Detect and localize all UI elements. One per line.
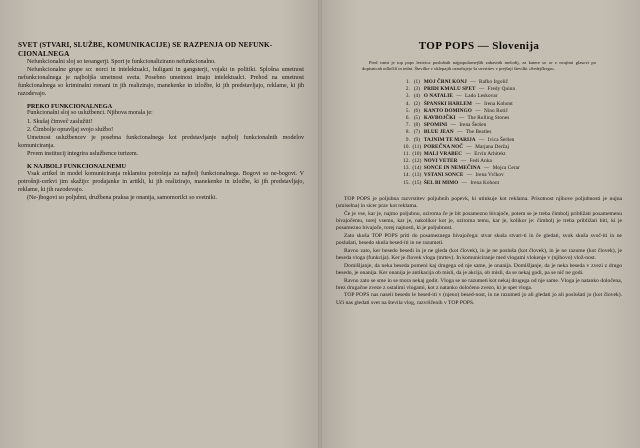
paragraph: (Ne-)bogovi so poljubni, družbena praksa je onanija, samomorilci so svetniki. <box>27 194 217 201</box>
entry-separator: — <box>450 122 456 129</box>
paragraph: Zato skuša TOP POPS priti do posameznega bivajočega: stvar skuša stvari-ti in če gledati, svok skuša svoč-iti in ne poslušati, besedo skuša besed-iti in ne razumeti. <box>336 232 622 247</box>
article-body <box>336 196 622 308</box>
entry-prev-rank: (4) <box>413 93 421 100</box>
entry-prev-rank: (1) <box>413 79 421 86</box>
entry-artist: Lado Leskovar <box>465 93 498 100</box>
paragraph: Nefunkcionalne grupe so: norci in intelektualci, huligani in gangsterji, vojaki in politiki. Splošna umetnost nefunkcionalnega je najboljša umetnost sveta. Posebno umetnost imajo intelektualci. Prehod na umetnost funkcionalnega so kriminalni romani in jih realizirajo, manekenke in izložbe, ki jih predstavljajo, reklame, ki jih razodevajo. <box>18 67 304 97</box>
entry-rank: 5. <box>405 107 410 114</box>
entry-rank: 3. <box>405 93 410 100</box>
right-page <box>320 0 640 448</box>
entry-artist: Ervin Arhitekt <box>474 150 506 157</box>
entry-separator: — <box>461 179 468 186</box>
entry-artist: Fedi Anka <box>469 158 492 165</box>
paragraph: Prvem institucij integrira uslužbence turizem. <box>27 151 139 158</box>
entry-separator: — <box>460 158 467 165</box>
entry-artist: Nino Rotič <box>483 107 508 114</box>
page-title-main: TOP POPS <box>418 40 475 52</box>
entry-artist: Rafko Irgolič <box>479 79 509 86</box>
entry-prev-rank: (12) <box>412 158 422 165</box>
entry-prev-rank: (9) <box>413 136 421 143</box>
paragraph: TOP POPS je poljubna razvrstitev poljubnih popevk, ki utinkuje kot reklama. Prisotnost njihove poljubnosti je nujna (smiselna) in sicer prav kot reklama. <box>336 195 622 210</box>
entry-artist: Mojca Cerar <box>492 165 520 172</box>
entry-rank: 9. <box>405 136 410 143</box>
entry-song: SONCE IN NEMEČINA <box>423 165 481 172</box>
entry-separator: — <box>478 86 485 93</box>
entry-artist: Irena Šeršen <box>459 122 487 129</box>
entry-separator: — <box>479 136 485 143</box>
entry-song: MOJ ČRNI KONJ <box>423 79 467 86</box>
page-title <box>336 40 622 52</box>
entry-artist: Ivica Šeršen <box>487 136 515 143</box>
entry-song: ŠPANSKI HARLEM <box>423 100 472 107</box>
entry-rank: 15. <box>403 179 410 186</box>
entry-song: NOVI VETER <box>423 158 458 165</box>
entry-prev-rank: (3) <box>413 86 421 93</box>
entry-separator: — <box>457 129 463 136</box>
subheading-2: K NAJBOLJ FUNKCIONALNEMU <box>27 163 127 171</box>
entry-rank: 1. <box>405 79 410 86</box>
entry-rank: 4. <box>405 100 410 107</box>
entry-prev-rank: (14) <box>412 165 422 172</box>
chart-entry <box>394 144 622 151</box>
entry-artist: Irena Kohont <box>484 100 513 107</box>
chart-entry <box>394 108 622 115</box>
entry-separator: — <box>458 114 465 121</box>
list-item: 1. Skušaj čimveč zaslužiti! <box>27 118 93 125</box>
chart-entry <box>394 101 622 108</box>
entry-rank: 6. <box>405 114 410 121</box>
entry-artist: Fredy Quinn <box>487 86 516 93</box>
entry-artist: Irena Kohont <box>470 179 500 186</box>
entry-separator: — <box>456 93 462 100</box>
entry-rank: 11. <box>403 150 410 157</box>
entry-separator: — <box>466 143 472 150</box>
entry-separator: — <box>470 79 476 86</box>
entry-song: O NATALIE <box>423 93 453 100</box>
paragraph: Ravno zato, ker besedo besedi in je ne gleda (kot človek), in je ne posluša (kot človek), in je ne razume (kot človek), je beseda vloga (funkcija). Ker je človek vloga (mrtev). In komuniciranje med vlogami vlokenje v (njihovo) vlož-nost. <box>336 247 622 262</box>
paragraph: Vsak artikel in model komuniciranja reklamira potrošnja za najbolj funkcionalnega. Bogovi so ne-bogovi. V potrošnji-cerkvi jim skažijo: prodajanke in artikli, ki jih realizirajo, manekenke in izložbe, ki jih predstavljajo, reklame, ki jih razodevajo. <box>18 170 304 193</box>
page-title-dash: — <box>477 40 490 52</box>
entry-prev-rank: (2) <box>413 100 421 107</box>
entry-rank: 12. <box>403 158 410 165</box>
chart-intro: Pred vami je top pops lestvica poslušnih najpopularnejših zabavnih melodij, za katere so se z nvajimi glasovi po dopisnicah odločili in tedni. Številke v oklepajih označujejo ša uvrstitev v prejšnji številki »Sedejčkega«. <box>362 60 596 72</box>
entry-rank: 14. <box>403 172 410 179</box>
paragraph: Če je vse, kar je, najmo poljubno, oziroma če je bit posamezno bivajoče, potem se je treba čimbolj približati posamemenu bivajočemu, torej vsemu, kar je, nakolikor kot je, oziroma temu, kar je, kolikor je: čimbolj je treba približati biti, ki je posamezno bivajoče, torej najnosti, ki je poljubnost. <box>336 210 622 232</box>
entry-artist: The Rolling Stones <box>467 114 510 121</box>
entry-prev-rank: (7) <box>413 129 421 136</box>
entry-prev-rank: (13) <box>412 172 422 179</box>
entry-song: BLUE JEAN <box>423 129 454 136</box>
entry-song: MALI VRABEC <box>423 150 463 157</box>
entry-prev-rank: (8) <box>413 122 421 129</box>
entry-song: VSTANI SONCE <box>423 172 464 179</box>
entry-prev-rank: (10) <box>412 150 422 157</box>
chart-entry <box>394 172 622 179</box>
entry-separator: — <box>466 172 473 179</box>
entry-separator: — <box>475 100 481 107</box>
chart-entry <box>394 129 622 136</box>
paragraph: TOP POPS nas naseli besedo le besed-iti v (njeno) besed-nost, in ne razumeti jo ali gledati jo ali poslušati jo (kot človek). Uči nas gledati svet na števila vlog, razvrščenih v TOP POPS. <box>336 292 622 306</box>
subheading-1: PREKO FUNKCIONALNEGA <box>27 102 113 110</box>
entry-prev-rank: (5) <box>413 114 421 121</box>
list-item: 2. Čimbolje opravljaj svojo službo! <box>27 126 114 133</box>
entry-song: KAVBOJČKI <box>423 114 456 121</box>
entry-rank: 8. <box>405 129 410 136</box>
top-pops-chart <box>394 79 622 187</box>
paragraph: Umetnost uslužbencev je posebna funkcionalnega kot predstavljanje najbolj funkcionalnih modelov komuniciranja. <box>18 135 304 150</box>
entry-song: POREČNA NOČ <box>423 143 464 150</box>
entry-song: TAJNIM TE MARIJA <box>423 136 476 143</box>
chart-entry <box>394 151 622 158</box>
entry-song: ŠEL BI MIMO <box>423 179 459 186</box>
entry-separator: — <box>483 165 490 172</box>
entry-artist: Irena Vrčkov <box>475 172 504 179</box>
entry-artist: The Beatles <box>465 129 492 136</box>
entry-rank: 10. <box>403 143 410 150</box>
page-title-region: Slovenija <box>492 40 540 52</box>
entry-rank: 13. <box>403 165 410 172</box>
entry-rank: 2. <box>405 86 410 93</box>
chart-entry <box>394 137 622 144</box>
paragraph: Nefunkcionalni sloj so teoangerji. Sport je funkcionalizirano nefunkcionalno. <box>27 58 216 65</box>
chart-entry <box>394 93 622 100</box>
entry-separator: — <box>465 150 471 157</box>
chart-entry <box>394 180 622 187</box>
entry-song: PRIDI KMALU SPET <box>423 86 476 93</box>
entry-prev-rank: (11) <box>412 143 422 150</box>
paragraph: Ravno zato se sme in se mora nekaj godit. Vloga se ne razumeti kot nekaj drugega od nje same. Vloga je natanko določena, brez drugačne zveze z ostalimi vlogami, kot z natanko določeno zvezo, ki je spet vloga. <box>336 277 622 291</box>
entry-song: SPOMINI <box>423 122 448 129</box>
entry-separator: — <box>475 107 481 114</box>
entry-artist: Marjana Deržaj <box>475 143 510 150</box>
entry-rank: 7. <box>405 122 410 129</box>
entry-prev-rank: (15) <box>412 179 422 186</box>
entry-song: KANTO DOMINGO <box>423 107 472 114</box>
paragraph: Domišljanje, da neka beseda pomeni kaj drugega od nje same, je onanija. Domišljanje, da je neka beseda v zvezi z drugo besedo, je onanija. Ker onanija je antikacija ob misli, da je akcija, ob misli, da se nekaj godi, pa se nič ne godi. <box>336 262 622 277</box>
paragraph: Funkcionalni sloj so uslužbenci. Njihova morala je: <box>27 110 153 117</box>
entry-prev-rank: (6) <box>413 107 421 114</box>
article-heading: SVET (STVARI, SLUŽBE, KOMUNIKACIJE) SE RAZPENJA OD NEFUNK-CIONALNEGA <box>18 41 273 58</box>
